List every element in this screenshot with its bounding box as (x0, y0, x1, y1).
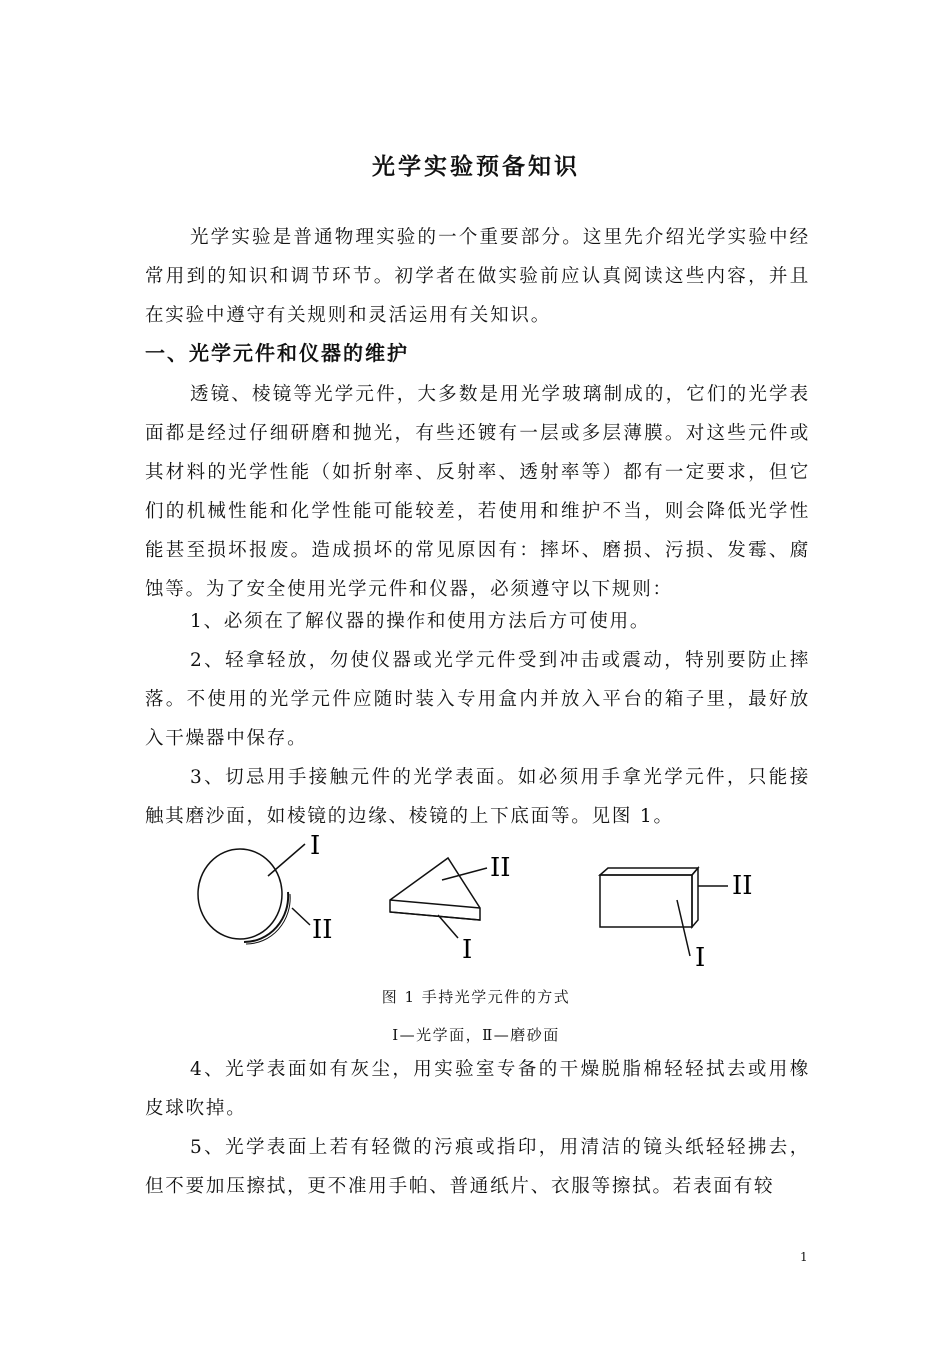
prism-label-ground: II (490, 853, 511, 883)
plate-label-optical: I (695, 943, 706, 973)
intro-paragraph: 光学实验是普通物理实验的一个重要部分。这里先介绍光学实验中经常用到的知识和调节环节。初学者在做实验前应认真阅读这些内容，并且在实验中遵守有关规则和灵活运用有关知识。 (145, 227, 810, 326)
rule-1: 1、必须在了解仪器的操作和使用方法后方可使用。 (190, 611, 651, 632)
lens-drawing (198, 844, 310, 944)
section-heading: 一、光学元件和仪器的维护 (145, 341, 409, 365)
figure-caption: 图 1 手持光学元件的方式 (381, 988, 571, 1006)
figure-optical-elements (190, 830, 770, 980)
rule-2: 2、轻拿轻放，勿使仪器或光学元件受到冲击或震动，特别要防止摔落。不使用的光学元件应随时装入专用盒内并放入平台的箱子里，最好放入干燥器中保存。 (145, 650, 810, 749)
rule-3: 3、切忌用手接触元件的光学表面。如必须用手拿光学元件，只能接触其磨沙面，如棱镜的边缘、棱镜的上下底面等。见图 1。 (145, 767, 810, 827)
prism-label-optical: I (462, 935, 473, 965)
section-paragraph: 透镜、棱镜等光学元件，大多数是用光学玻璃制成的，它们的光学表面都是经过仔细研磨和抛光，有些还镀有一层或多层薄膜。对这些元件或其材料的光学性能（如折射率、反射率、透射率等）都有一定要求，但它们的机械性能和化学性能可能较差，若使用和维护不当，则会降低光学性能甚至损坏报废。造成损坏的常见原因有：摔坏、磨损、污损、发霉、腐蚀等。为了安全使用光学元件和仪器，必须遵守以下规则： (145, 384, 810, 600)
rule-5: 5、光学表面上若有轻微的污痕或指印，用清洁的镜头纸轻轻拂去，但不要加压擦拭，更不准用手帕、普通纸片、衣服等擦拭。若表面有较 (145, 1137, 810, 1197)
page-number: 1 (800, 1250, 808, 1264)
rule-4: 4、光学表面如有灰尘，用实验室专备的干燥脱脂棉轻轻拭去或用橡皮球吹掉。 (145, 1059, 810, 1119)
lens-label-optical: I (310, 831, 321, 861)
prism-drawing (390, 858, 487, 938)
plate-drawing (600, 868, 728, 956)
figure-legend: Ⅰ—光学面，Ⅱ—磨砂面 (392, 1026, 560, 1044)
page-title: 光学实验预备知识 (372, 154, 580, 180)
lens-label-ground: II (312, 915, 333, 945)
plate-label-ground: II (732, 871, 753, 901)
